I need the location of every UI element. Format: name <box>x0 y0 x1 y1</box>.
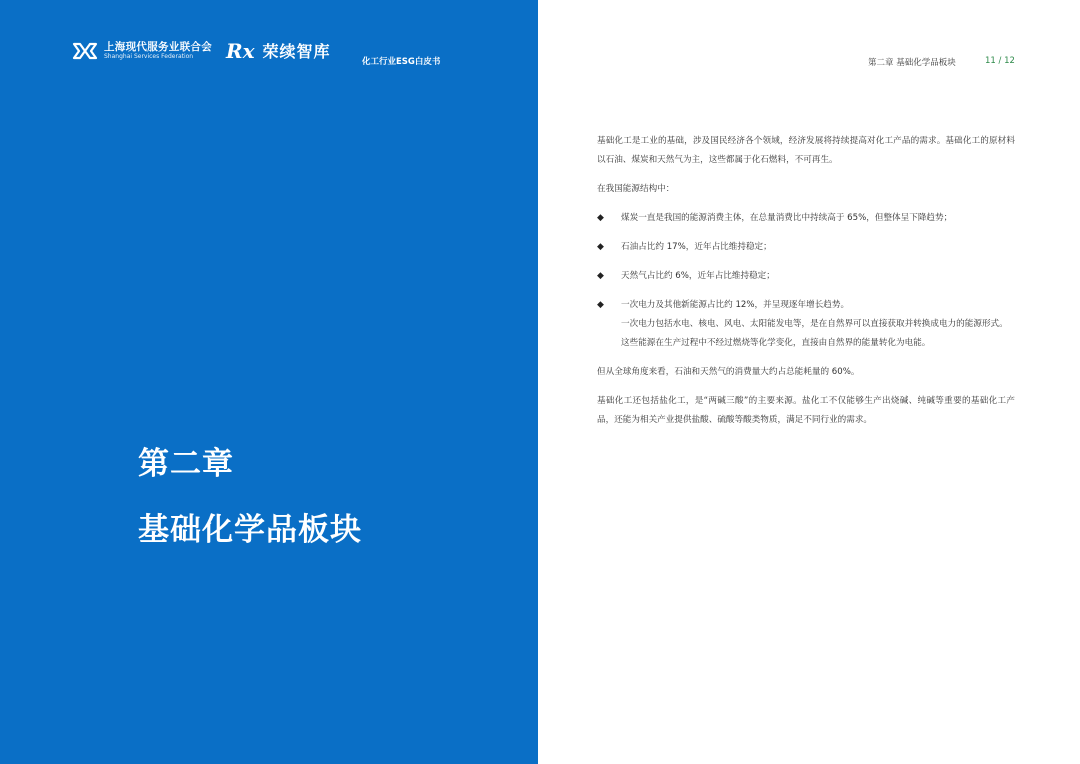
list-item-subtext: 一次电力包括水电、核电、风电、太阳能发电等，是在自然界可以直接获取并转换成电力的能源形式。这些能源在生产过程中不经过燃烧等化学变化，直接由自然界的能量转化为电能。 <box>621 319 1008 348</box>
diamond-bullet-icon: ◆ <box>597 300 604 310</box>
federation-logo-icon <box>72 40 98 62</box>
federation-name-en: Shanghai Services Federation <box>104 53 194 60</box>
federation-name-cn: 上海现代服务业联合会 <box>104 41 212 53</box>
chapter-title: 基础化学品板块 <box>138 512 362 548</box>
paragraph-intro: 基础化工是工业的基础，涉及国民经济各个领域，经济发展将持续提高对化工产品的需求。基础化工的原材料以石油、煤炭和天然气为主，这些都属于化石燃料，不可再生。 <box>597 136 1015 165</box>
shanghai-services-federation-logo <box>72 40 212 62</box>
running-head: 第二章 基础化学品板块 <box>868 58 956 68</box>
paragraph-energy-structure: 在我国能源结构中： <box>597 184 675 194</box>
list-item-text: 天然气占比约 6%，近年占比维持稳定； <box>621 271 775 281</box>
list-item <box>597 267 1015 286</box>
list-item-text: 煤炭一直是我国的能源消费主体，在总量消费比中持续高于 65%，但整体呈下降趋势； <box>621 213 953 223</box>
list-item <box>597 209 1015 228</box>
paragraph-global-view: 但从全球角度来看，石油和天然气的消费量大约占总能耗量的 60%。 <box>597 367 860 377</box>
diamond-bullet-icon: ◆ <box>597 242 604 252</box>
rongxu-think-tank-logo <box>226 39 331 62</box>
list-item-text: 石油占比约 17%，近年占比维持稳定； <box>621 242 772 252</box>
chapter-cover-page <box>0 0 538 764</box>
report-title: 化工行业ESG白皮书 <box>362 57 441 67</box>
chapter-number: 第二章 <box>138 446 234 482</box>
federation-logo-text <box>104 41 212 61</box>
rx-logo-icon: Rx <box>226 38 255 63</box>
list-item <box>597 238 1015 257</box>
rongxu-name: 荣续智库 <box>262 42 331 61</box>
text-page <box>538 0 1080 764</box>
diamond-bullet-icon: ◆ <box>597 213 604 223</box>
list-item-text: 一次电力及其他新能源占比约 12%，并呈现逐年增长趋势。 <box>621 300 850 310</box>
list-item <box>597 296 1015 353</box>
page-number: 11 / 12 <box>985 56 1015 66</box>
paragraph-salt-chemistry: 基础化工还包括盐化工，是“两碱三酸”的主要来源。盐化工不仅能够生产出烧碱、纯碱等重要的基础化工产品，还能为相关产业提供盐酸、硫酸等酸类物质，满足不同行业的需求。 <box>597 396 1015 425</box>
diamond-bullet-icon: ◆ <box>597 271 604 281</box>
page-body <box>597 132 1015 440</box>
